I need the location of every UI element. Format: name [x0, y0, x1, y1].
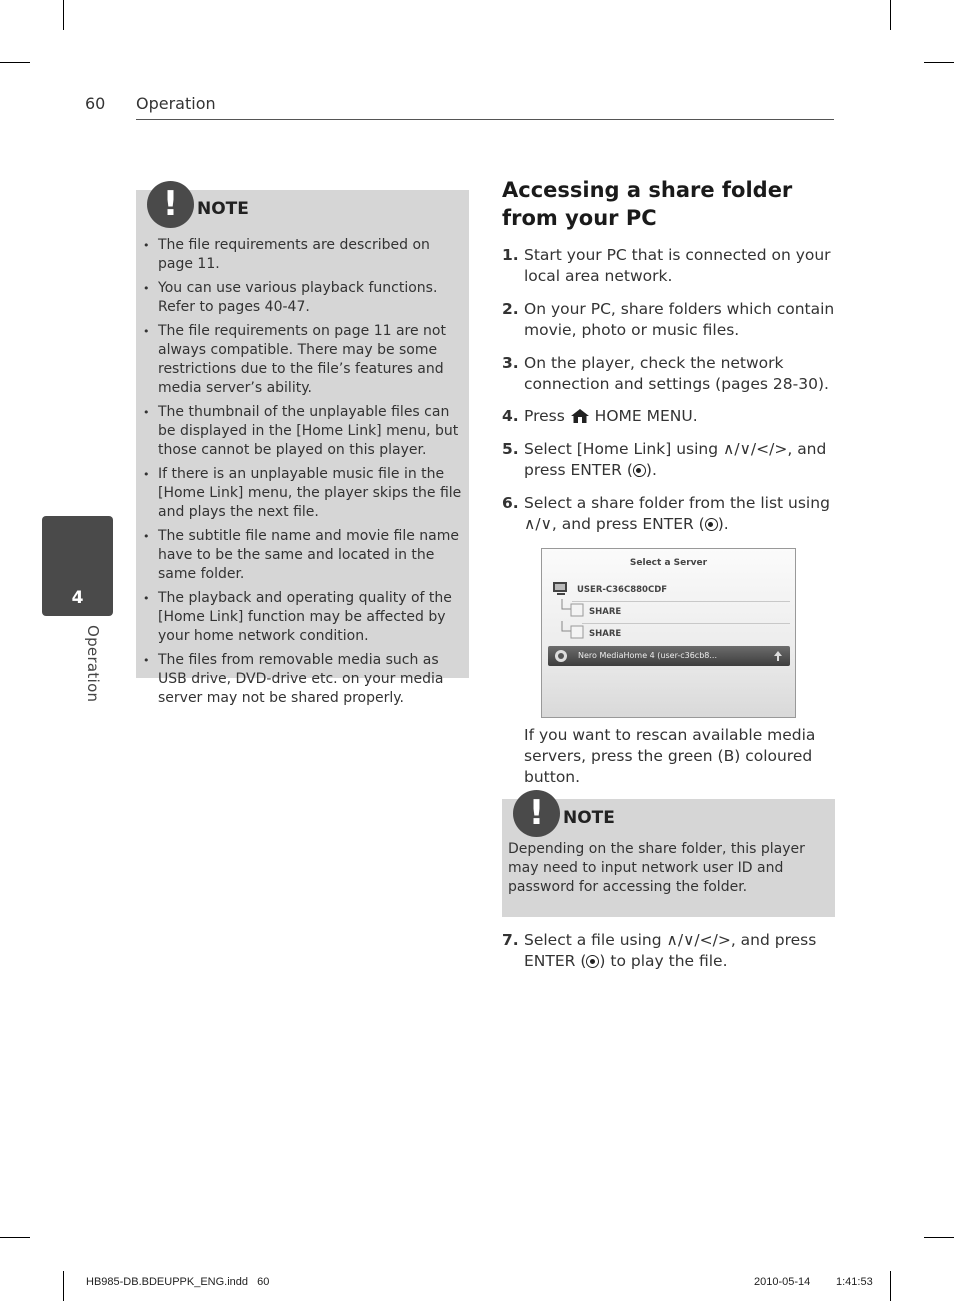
- row-divider: [582, 623, 790, 624]
- screen-title: Select a Server: [629, 558, 708, 568]
- crop-mark: [924, 1237, 954, 1238]
- footer-date: 2010-05-14: [754, 1276, 811, 1288]
- note-item: • The files from removable media such as USB drive, DVD-drive etc. on your media server may not be shared properly.: [143, 651, 463, 708]
- home-icon: [570, 408, 590, 424]
- note-label: NOTE: [197, 199, 249, 219]
- step-text: ) to play the file.: [599, 952, 728, 970]
- step-text: On the player, check the network connection and settings (pages 28-30).: [524, 354, 829, 393]
- step-6: [502, 493, 842, 535]
- note-item: • The file requirements are described on page 11.: [143, 236, 463, 274]
- exclamation-icon: !: [147, 181, 194, 228]
- enter-icon: [586, 955, 599, 968]
- exclamation-icon: !: [513, 790, 560, 837]
- step-text: ).: [645, 461, 657, 479]
- note-item: • You can use various playback functions. Refer to pages 40-47.: [143, 279, 463, 317]
- crop-mark: [924, 62, 954, 63]
- note-list: [143, 236, 463, 713]
- header-rule: [136, 119, 834, 120]
- step-4: [502, 406, 842, 427]
- step-number: 4.: [502, 407, 519, 425]
- note-label: NOTE: [563, 808, 615, 828]
- selected-server-name: Nero MediaHome 4 (user-c36cb8...: [578, 651, 718, 660]
- note-item: • If there is an unplayable music file in the [Home Link] menu, the player skips the file and plays the next file.: [143, 465, 463, 522]
- crop-mark: [890, 1271, 891, 1301]
- selected-server-row: [548, 646, 790, 666]
- note-item: • The playback and operating quality of the [Home Link] function may be affected by your home network condition.: [143, 589, 463, 646]
- step-text: ).: [717, 515, 729, 533]
- section-title: Accessing a share folder from your PC: [502, 178, 793, 230]
- step-text: Select a share folder from the list using ∧/∨, and press ENTER (: [524, 494, 830, 533]
- server-list-screenshot: [541, 548, 796, 718]
- step-number: 7.: [502, 931, 519, 949]
- step-2: [502, 299, 842, 341]
- step-text: Select a file using ∧/∨/</>, and press ENTER (: [524, 931, 817, 970]
- step-text: Press: [524, 407, 570, 425]
- note-item: • The file requirements on page 11 are not always compatible. There may be some restrictions due to the file’s features and media server’s ability.: [143, 322, 463, 398]
- footer-time: 1:41:53: [836, 1276, 873, 1288]
- crop-mark: [63, 1271, 64, 1301]
- step-number: 2.: [502, 300, 519, 318]
- folder-icon: [570, 603, 584, 617]
- rescan-text: If you want to rescan available media servers, press the green (B) coloured button.: [524, 726, 816, 786]
- arrow-up-icon: [773, 650, 783, 662]
- chapter-number: 4: [71, 588, 84, 608]
- step-1: [502, 245, 842, 287]
- computer-icon: [552, 581, 570, 597]
- step-text: Select [Home Link] using ∧/∨/</>, and press ENTER (: [524, 440, 827, 479]
- page-number: 60: [85, 94, 106, 113]
- running-header: Operation: [136, 94, 216, 113]
- step-text: Start your PC that is connected on your local area network.: [524, 246, 831, 285]
- step-3: [502, 353, 842, 395]
- crop-mark: [890, 0, 891, 30]
- chapter-label: Operation: [84, 625, 102, 703]
- enter-icon: [705, 518, 718, 531]
- crop-mark: [63, 0, 64, 30]
- media-server-icon: [554, 649, 568, 663]
- note-item: • The subtitle file name and movie file name have to be the same and located in the same folder.: [143, 527, 463, 584]
- step-5: [502, 439, 842, 481]
- step-number: 6.: [502, 494, 519, 512]
- note-item: • The thumbnail of the unplayable files can be displayed in the [Home Link] menu, but those cannot be played on this player.: [143, 403, 463, 460]
- share-folder-2: SHARE: [589, 629, 622, 639]
- step-7: [502, 930, 842, 972]
- step-number: 5.: [502, 440, 519, 458]
- row-divider: [572, 601, 790, 602]
- step-text: On your PC, share folders which contain movie, photo or music files.: [524, 300, 835, 339]
- step-number: 3.: [502, 354, 519, 372]
- note-text: Depending on the share folder, this player may need to input network user ID and password for accessing the folder.: [508, 841, 805, 895]
- crop-mark: [0, 62, 30, 63]
- server-name: USER-C36C880CDF: [577, 585, 668, 595]
- footer-filename: HB985-DB.BDEUPPK_ENG.indd 60: [86, 1276, 270, 1288]
- step-number: 1.: [502, 246, 519, 264]
- crop-mark: [0, 1237, 30, 1238]
- step-text: HOME MENU.: [589, 407, 698, 425]
- share-folder-1: SHARE: [589, 607, 622, 617]
- enter-icon: [633, 464, 646, 477]
- folder-icon: [570, 625, 584, 639]
